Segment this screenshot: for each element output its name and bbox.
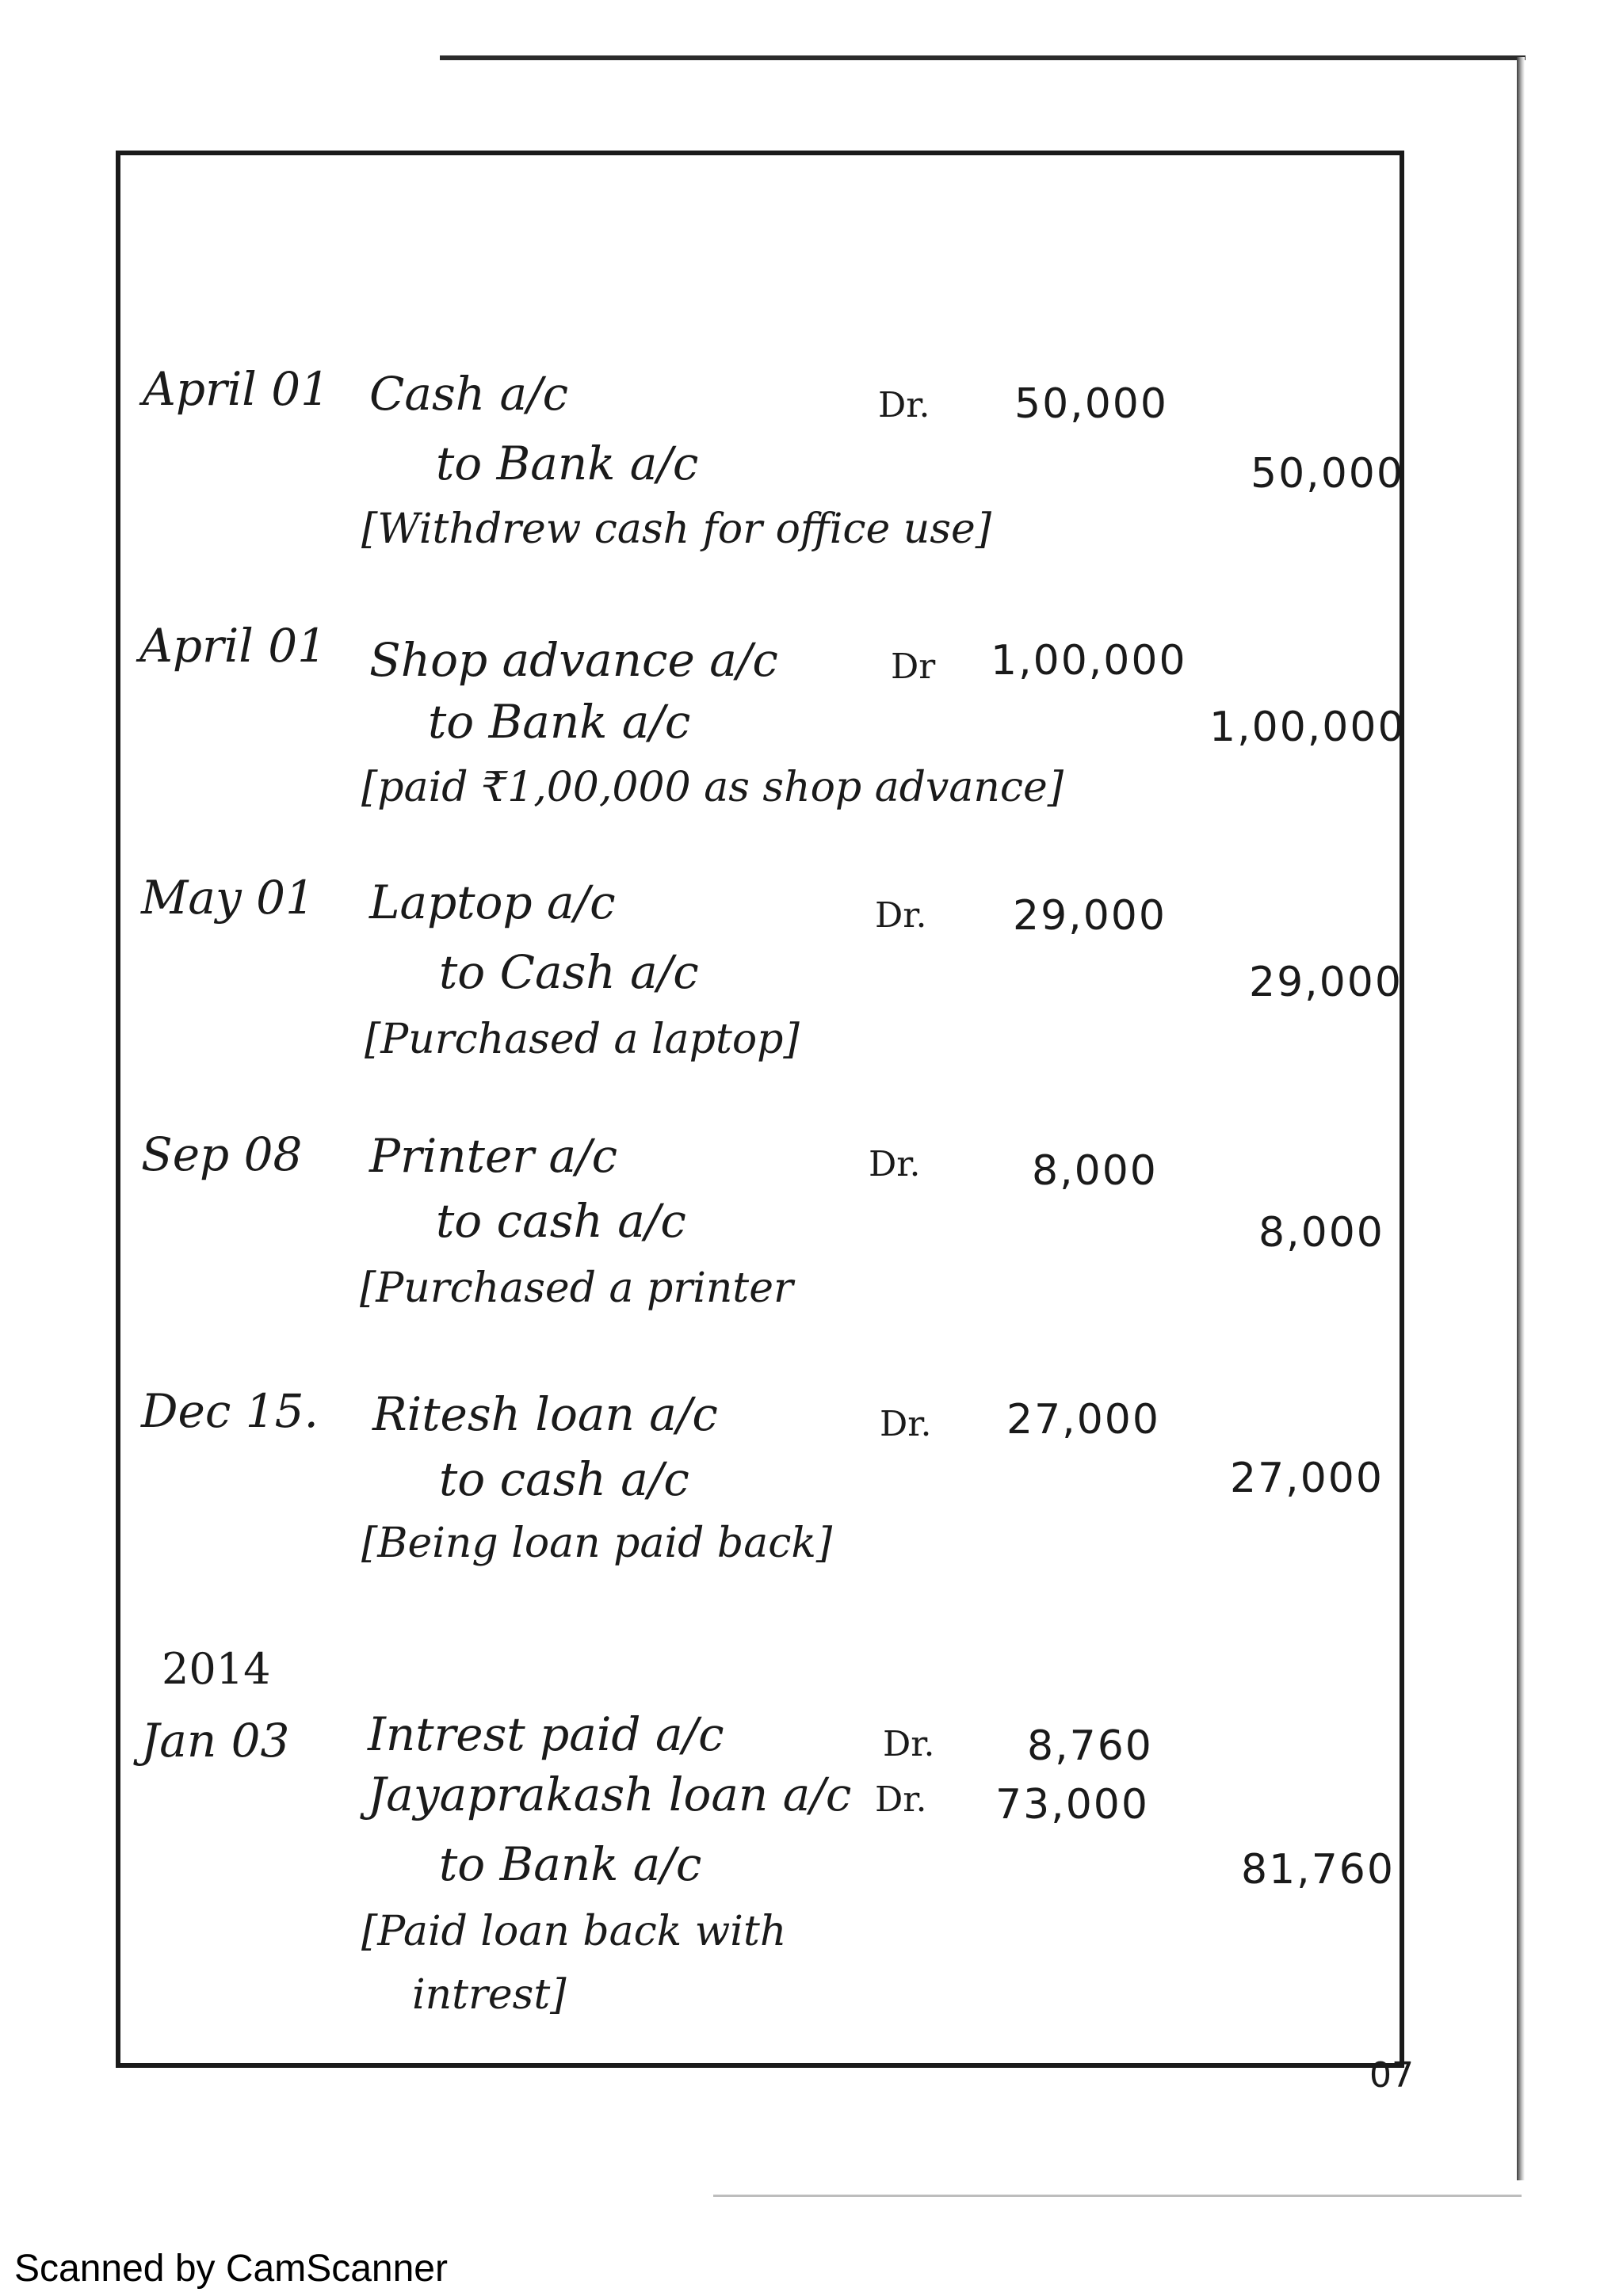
entry-date: Sep 08 <box>141 1127 303 1181</box>
debit-amount: 27,000 <box>1006 1396 1160 1444</box>
entry-date: April 01 <box>139 619 327 673</box>
dr-marker: Dr. <box>878 385 930 425</box>
debit-amount: 1,00,000 <box>991 637 1187 685</box>
year-label: 2014 <box>162 1644 271 1694</box>
credit-account: to Cash a/c <box>439 945 699 999</box>
entry-date: Jan 03 <box>141 1714 290 1768</box>
entry-date: Dec 15. <box>141 1384 319 1438</box>
debit-amount: 73,000 <box>995 1781 1149 1829</box>
credit-amount: 50,000 <box>1251 450 1404 498</box>
narration: [Withdrew cash for office use] <box>361 505 992 553</box>
narration: [Being loan paid back] <box>361 1520 833 1567</box>
debit-amount: 29,000 <box>1013 892 1167 940</box>
page-number: 07 <box>1369 2055 1414 2096</box>
narration: [Purchased a laptop] <box>365 1016 800 1063</box>
dr-marker: Dr <box>891 646 936 687</box>
entry-date: May 01 <box>141 871 315 925</box>
debit-amount: 8,000 <box>1032 1147 1158 1195</box>
credit-account: to Bank a/c <box>439 1837 702 1891</box>
credit-account: to Bank a/c <box>436 437 699 490</box>
debit-account: Ritesh loan a/c <box>372 1387 718 1441</box>
debit-account: Shop advance a/c <box>369 633 778 687</box>
dr-marker: Dr. <box>883 1724 935 1764</box>
page-edge-bottom <box>713 2195 1522 2197</box>
narration: intrest] <box>412 1971 567 2019</box>
debit-account: Cash a/c <box>369 367 569 421</box>
debit-account: Laptop a/c <box>369 875 616 929</box>
debit-amount: 8,760 <box>1027 1722 1153 1770</box>
entry-date: April 01 <box>143 362 330 416</box>
dr-marker: Dr. <box>880 1404 932 1444</box>
credit-account: to cash a/c <box>436 1194 686 1248</box>
credit-account: to cash a/c <box>439 1452 689 1506</box>
scanner-watermark: Scanned by CamScanner <box>14 2248 448 2290</box>
dr-marker: Dr. <box>875 895 927 936</box>
debit-amount: 50,000 <box>1014 380 1168 428</box>
debit-account: Jayaprakash loan a/c <box>368 1768 852 1821</box>
credit-account: to Bank a/c <box>428 695 691 749</box>
credit-amount: 29,000 <box>1249 959 1403 1006</box>
dr-marker: Dr. <box>875 1779 927 1820</box>
dr-marker: Dr. <box>869 1144 921 1184</box>
narration: [paid ₹1,00,000 as shop advance] <box>361 764 1064 811</box>
page-edge-right <box>1517 57 1525 2180</box>
debit-account: Printer a/c <box>369 1129 618 1183</box>
credit-amount: 1,00,000 <box>1209 704 1406 751</box>
narration: [Purchased a printer <box>360 1264 793 1312</box>
credit-amount: 27,000 <box>1230 1455 1384 1502</box>
debit-account: Intrest paid a/c <box>368 1707 724 1761</box>
narration: [Paid loan back with <box>361 1908 787 1955</box>
credit-amount: 8,000 <box>1258 1209 1384 1257</box>
credit-amount: 81,760 <box>1241 1846 1395 1894</box>
page-edge-top <box>440 55 1526 60</box>
